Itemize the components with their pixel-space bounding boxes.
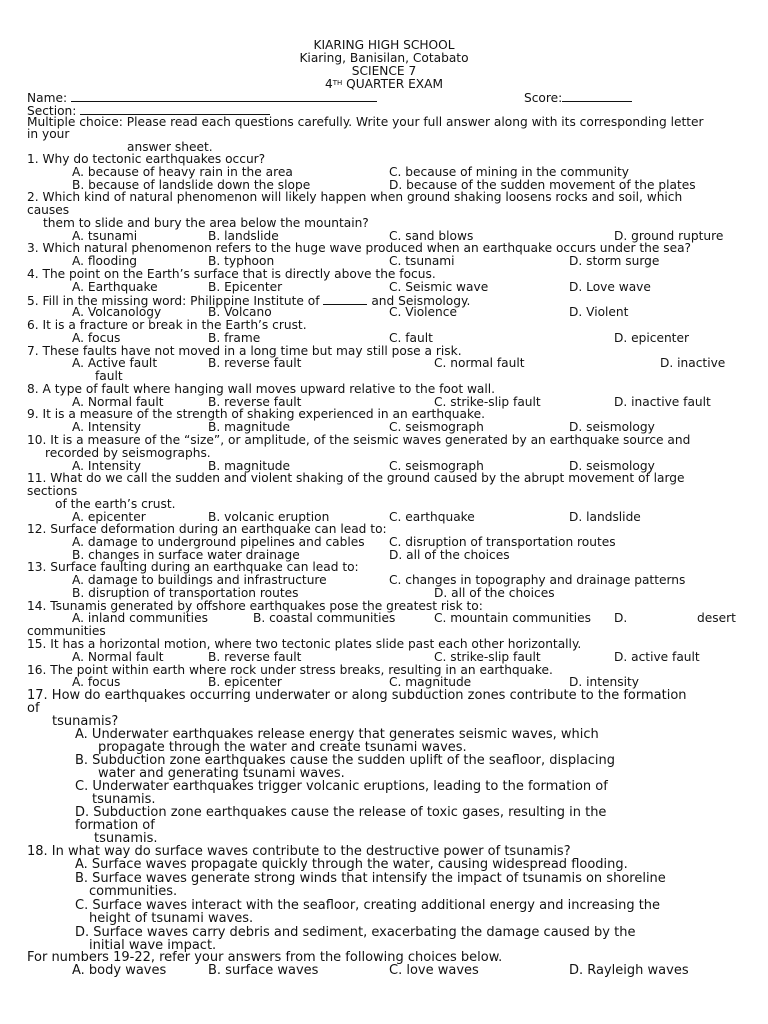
choice-a-continued: propagate through the water and create tsunami waves. [98,740,467,755]
choice-d: D. intensity [569,675,639,689]
choice-d: D. all of the choices [434,586,555,600]
score-label: Score: [524,91,563,105]
question-stem: 12. Surface deformation during an earthquake can lead to: [27,522,387,536]
choice-c: C. Surface waves interact with the seafloor, creating additional energy and increasing the [75,898,661,913]
school-name: KIARING HIGH SCHOOL [313,38,455,52]
choice-c: C. mountain communities [434,611,592,625]
section-label: Section: [27,104,77,118]
choice-c: C. fault [389,331,433,345]
choice-b: B. magnitude [208,420,291,434]
choice-a: A. Active fault [72,356,158,370]
choice-d: D. inactive [660,356,726,370]
choice-d: D. Surface waves carry debris and sediment, exacerbating the damage caused by the [75,925,636,940]
choice-a: A. damage to buildings and infrastructure [72,573,327,587]
choice-a: A. damage to underground pipelines and cables [72,535,365,549]
choice-b: B. Subduction zone earthquakes cause the sudden uplift of the seafloor, displacing [75,753,616,768]
choice-d: D. seismology [569,459,655,473]
choice-c: C. changes in topography and drainage patterns [389,573,686,587]
choice-c: C. Violence [389,305,457,319]
choice-b: B. Epicenter [208,280,283,294]
choice-a: A. flooding [72,254,138,268]
question-stem: 13. Surface faulting during an earthquake can lead to: [27,560,359,574]
question-stem: 7. These faults have not moved in a long time but may still pose a risk. [27,344,462,358]
choice-d-continued: tsunamis. [94,831,158,846]
choice-d: D. inactive fault [614,395,711,409]
choice-b-continued: communities. [89,884,178,899]
stem-text: 5. Fill in the missing word: Philippine Institute of [27,294,320,308]
choice-b: B. magnitude [208,459,291,473]
section-blank[interactable] [80,103,270,115]
choice-d-continued: desert [697,611,736,625]
question-stem: 15. It has a horizontal motion, where two tectonic plates slide past each other horizontally. [27,637,582,651]
question-stem: 4. The point on the Earth’s surface that is directly above the focus. [27,267,436,281]
choice-b: B. surface waves [208,963,319,978]
choice-a: A. Earthquake [72,280,158,294]
score-blank[interactable] [562,90,632,102]
question-stem: causes [27,203,70,217]
choice-b: B. disruption of transportation routes [72,586,299,600]
choice-a: A. inland communities [72,611,208,625]
choice-d: D. because of the sudden movement of the plates [389,178,696,192]
question-stem: 6. It is a fracture or break in the Earth’s crust. [27,318,307,332]
question-stem: of [27,701,40,716]
choice-d: D. ground rupture [614,229,724,243]
question-stem: 8. A type of fault where hanging wall moves upward relative to the foot wall. [27,382,496,396]
question-stem: 1. Why do tectonic earthquakes occur? [27,152,266,166]
choice-a: A. Underwater earthquakes release energy that generates seismic waves, which [75,727,599,742]
choice-b: B. reverse fault [208,395,302,409]
choice-d: D. Violent [569,305,629,319]
choice-d: D. all of the choices [389,548,510,562]
choice-c-continued: tsunamis. [92,792,156,807]
choice-d-continued: communities [27,624,106,638]
choice-a: A. Volcanology [72,305,162,319]
choice-c: C. strike-slip fault [434,395,541,409]
question-stem: recorded by seismographs. [45,446,211,460]
choice-b-continued: water and generating tsunami waves. [98,766,345,781]
choice-c: C. Underwater earthquakes trigger volcanic eruptions, leading to the formation of [75,779,608,794]
choice-b: B. changes in surface water drainage [72,548,300,562]
choice-c: C. love waves [389,963,479,978]
choice-a: A. tsunami [72,229,138,243]
choice-d-continued: initial wave impact. [89,938,217,953]
subject-title: SCIENCE 7 [351,64,417,78]
choice-a: A. Surface waves propagate quickly through the water, causing widespread flooding. [75,857,628,872]
choice-b: B. landslide [208,229,279,243]
choice-b: B. coastal communities [253,611,396,625]
question-stem: 3. Which natural phenomenon refers to the huge wave produced when an earthquake occurs under the sea? [27,241,692,255]
score-field [524,90,632,105]
choice-c: C. seismograph [389,459,484,473]
choice-d: D. Rayleigh waves [569,963,689,978]
question-stem: 11. What do we call the sudden and violent shaking of the ground caused by the abrupt movement of large [27,471,685,485]
stem-text: and Seismology. [371,294,471,308]
choice-a: A. because of heavy rain in the area [72,165,293,179]
choice-d: D. storm surge [569,254,660,268]
choice-c-continued: height of tsunami waves. [89,911,254,926]
choice-d: D. Subduction zone earthquakes cause the release of toxic gases, resulting in the [75,805,607,820]
choice-d: D. seismology [569,420,655,434]
choice-b: B. frame [208,331,261,345]
choice-a: A. focus [72,331,121,345]
exam-ordinal-suffix: TH [332,79,343,87]
choice-d: D. active fault [614,650,700,664]
fill-in-blank [323,293,367,305]
choice-a: A. Intensity [72,459,141,473]
question-stem: 14. Tsunamis generated by offshore earthquakes pose the greatest risk to: [27,599,483,613]
question-stem: 2. Which kind of natural phenomenon will likely happen when ground shaking loosens rocks and soil, which [27,190,683,204]
question-stem: 17. How do earthquakes occurring underwater or along subduction zones contribute to the formation [27,688,687,703]
choice-a: A. Normal fault [72,395,164,409]
choice-a: A. body waves [72,963,167,978]
choice-c: C. seismograph [389,420,484,434]
choice-c: C. earthquake [389,510,475,524]
choice-b: B. volcanic eruption [208,510,330,524]
choice-c: C. sand blows [389,229,474,243]
question-stem: of the earth’s crust. [55,497,176,511]
choice-a: A. epicenter [72,510,146,524]
choice-d-continued: fault [95,369,123,383]
choice-c: C. normal fault [434,356,525,370]
choice-d: D. Love wave [569,280,651,294]
choice-b: B. Volcano [208,305,272,319]
name-blank[interactable] [71,90,377,102]
choice-a: A. Normal fault [72,650,164,664]
choice-c: C. disruption of transportation routes [389,535,616,549]
choice-d: D. landslide [569,510,641,524]
exam-title-rest: QUARTER EXAM [346,77,443,91]
question-stem: 16. The point within earth where rock under stress breaks, resulting in an earthquake. [27,663,553,677]
choice-d-continued: formation of [75,818,155,833]
choice-c: C. because of mining in the community [389,165,630,179]
exam-number: 4 [324,77,333,91]
question-stem: 9. It is a measure of the strength of shaking experienced in an earthquake. [27,407,485,421]
section-instruction: For numbers 19-22, refer your answers from the following choices below. [27,950,503,965]
choice-b: B. reverse fault [208,650,302,664]
choice-c: C. strike-slip fault [434,650,541,664]
choice-b: B. because of landslide down the slope [72,178,311,192]
choice-c: C. tsunami [389,254,455,268]
question-stem: sections [27,484,78,498]
choice-c: C. magnitude [389,675,472,689]
choice-a: A. Intensity [72,420,141,434]
instructions-line: Multiple choice: Please read each questions carefully. Write your full answer along with its corresponding letter [27,115,704,129]
instructions-line: answer sheet. [127,140,213,154]
question-stem: them to slide and bury the area below the mountain? [43,216,369,230]
choice-b: B. typhoon [208,254,275,268]
choice-d: D. epicenter [614,331,689,345]
question-stem: tsunamis? [52,714,119,729]
question-stem: 10. It is a measure of the “size”, or amplitude, of the seismic waves generated by an earthquake source and [27,433,691,447]
question-stem: 18. In what way do surface waves contribute to the destructive power of tsunamis? [27,844,571,859]
choice-b: B. epicenter [208,675,282,689]
name-label: Name: [27,91,68,105]
choice-b: B. Surface waves generate strong winds that intensify the impact of tsunamis on shoreline [75,871,666,886]
school-address: Kiaring, Banisilan, Cotabato [299,51,469,65]
choice-c: C. Seismic wave [389,280,489,294]
choice-a: A. focus [72,675,121,689]
choice-b: B. reverse fault [208,356,302,370]
instructions-line: in your [27,127,70,141]
choice-d: D. [614,611,628,625]
